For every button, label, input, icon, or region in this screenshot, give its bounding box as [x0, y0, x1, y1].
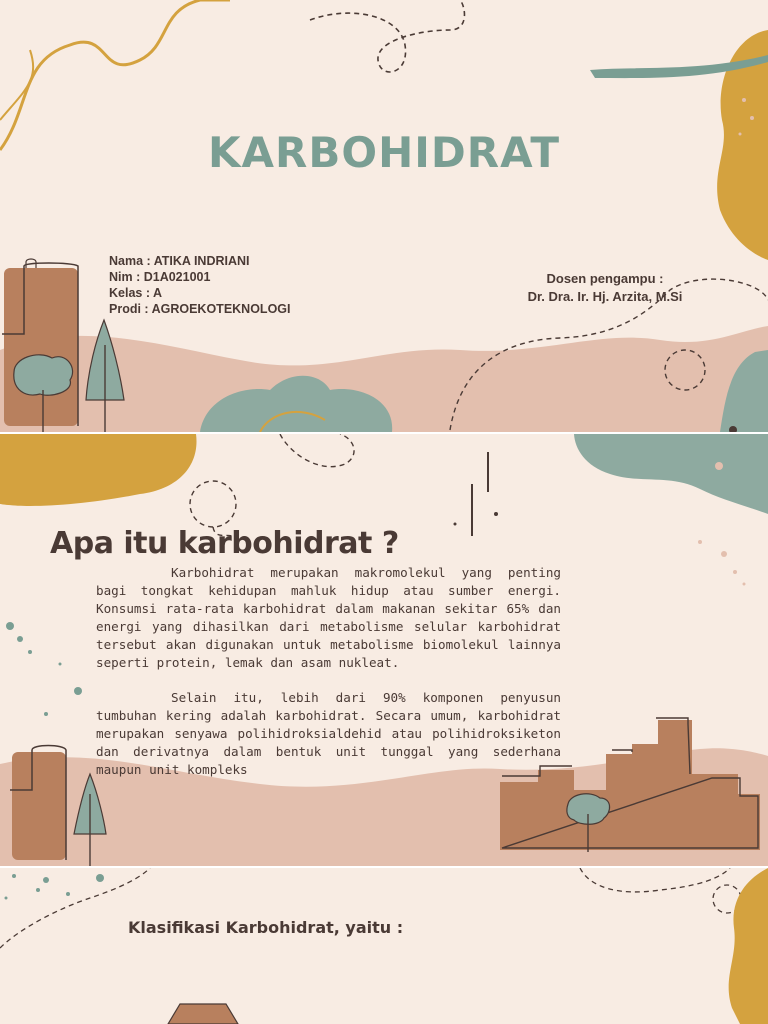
lecturer-info — [470, 270, 740, 306]
slide-definition — [0, 434, 768, 866]
slide3-decoration — [0, 868, 768, 1024]
student-nim: Nim : D1A021001 — [109, 270, 211, 284]
lecturer-label: Dosen pengampu : — [546, 271, 664, 286]
presentation-title: KARBOHIDRAT — [208, 128, 560, 177]
student-info — [109, 253, 290, 317]
paragraph-1: Karbohidrat merupakan makromolekul yang penting bagi tongkat kehidupan mahluk hidup atau sumber energi. Konsumsi rata-rata karbohidrat dalam makanan sekitar 65% dan energi yang dihasilkan dari metabolisme selular karbohidrat tersebut akan digunakan untuk metabolisme biomolekul lainnya seperti protein, lemak dan asam nukleat. — [96, 565, 561, 670]
section-body — [96, 564, 561, 796]
slide1-decoration — [0, 0, 768, 432]
slide-title — [0, 0, 768, 432]
section-heading: Apa itu karbohidrat ? — [50, 526, 399, 561]
student-class: Kelas : A — [109, 286, 163, 300]
classification-heading: Klasifikasi Karbohidrat, yaitu : — [128, 918, 404, 937]
slide-classification — [0, 868, 768, 1024]
student-name: Nama : ATIKA INDRIANI — [109, 254, 250, 268]
student-program: Prodi : AGROEKOTEKNOLOGI — [109, 302, 291, 316]
lecturer-name: Dr. Dra. Ir. Hj. Arzita, M.Si — [527, 289, 683, 304]
paragraph-2: Selain itu, lebih dari 90% komponen penyusun tumbuhan kering adalah karbohidrat. Secara umum, karbohidrat merupakan senyawa polihidroksialdehid atau polihidroksiketon dan derivatnya dalam bentuk unit tunggal yang sederhana maupun unit kompleks — [96, 690, 561, 777]
